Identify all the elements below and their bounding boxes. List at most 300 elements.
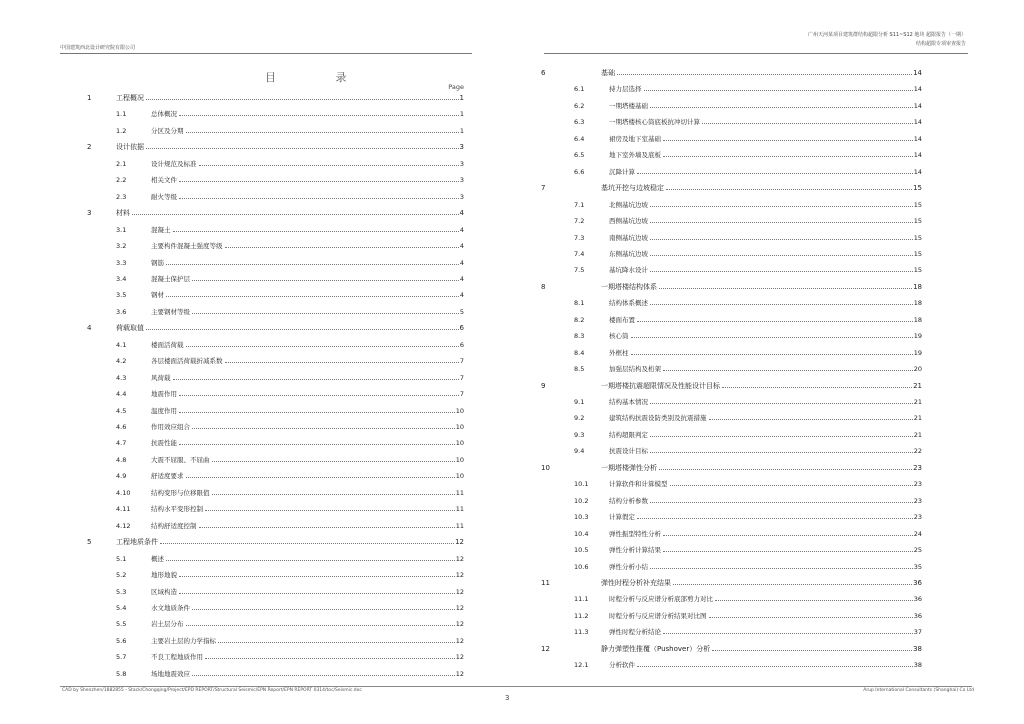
toc-entry-title: 一期塔楼结构体系	[601, 282, 657, 291]
toc-entry[interactable]	[60, 340, 464, 350]
toc-leader-dots	[663, 545, 913, 552]
toc-entry-title: 分区及分期	[151, 126, 184, 135]
toc-entry[interactable]	[60, 636, 464, 646]
toc-entry[interactable]	[540, 101, 922, 111]
toc-leader-dots	[205, 504, 455, 511]
toc-entry[interactable]	[540, 282, 922, 292]
toc-entry[interactable]	[540, 84, 922, 94]
toc-leader-dots	[218, 636, 455, 643]
toc-entry[interactable]	[60, 406, 464, 416]
toc-entry[interactable]	[540, 529, 922, 539]
toc-leader-dots	[132, 208, 459, 215]
toc-leader-dots	[650, 200, 913, 207]
toc-leader-dots	[192, 669, 455, 676]
toc-leader-dots	[186, 471, 455, 478]
header-project-title: 广州天河某项目建筑群结构超限分析 S11~S12 地块 超限报告（一期）	[807, 32, 966, 38]
toc-entry-number: 4.7	[116, 439, 127, 448]
toc-entry-number: 7.1	[574, 200, 585, 209]
toc-entry-page: 15	[913, 233, 922, 242]
toc-leader-dots	[192, 307, 459, 314]
toc-entry-page: 18	[913, 299, 922, 308]
toc-leader-dots	[650, 397, 913, 404]
toc-entry-number: 3.1	[116, 225, 127, 234]
toc-entry-page: 7	[459, 373, 464, 382]
toc-entry-number: 10.5	[574, 546, 589, 555]
toc-leader-dots	[179, 175, 459, 182]
toc-entry-title: 弹性振型特性分析	[609, 529, 661, 538]
toc-entry-number: 2	[87, 143, 92, 152]
toc-leader-dots	[663, 150, 913, 157]
toc-entry-title: 相关文件	[151, 176, 177, 185]
toc-entry[interactable]	[540, 594, 922, 604]
toc-entry-page: 12	[455, 653, 464, 662]
toc-entry-title: 岩土层分布	[151, 620, 184, 629]
toc-entry-page: 15	[913, 200, 922, 209]
toc-entry-title: 结构超限判定	[609, 430, 648, 439]
toc-entry-title: 分析软件	[609, 661, 635, 670]
toc-entry-page: 14	[913, 151, 922, 160]
toc-entry[interactable]	[60, 455, 464, 465]
toc-entry-page: 3	[459, 176, 464, 185]
toc-entry[interactable]	[540, 216, 922, 226]
page-number: 3	[505, 694, 510, 702]
toc-entry[interactable]	[540, 430, 922, 440]
toc-entry-number: 4.10	[116, 488, 131, 497]
toc-entry-page: 23	[913, 463, 922, 472]
toc-entry-page: 14	[913, 69, 922, 77]
toc-entry-page: 21	[913, 414, 922, 423]
toc-leader-dots	[179, 406, 455, 413]
header-report-title: 结构超限专项审查报告	[915, 41, 966, 47]
toc-entry-title: 地形地貌	[151, 571, 177, 580]
toc-entry-number: 10.3	[574, 513, 589, 522]
toc-leader-dots	[179, 570, 455, 577]
toc-entry[interactable]	[60, 159, 464, 169]
toc-entry-page: 12	[455, 571, 464, 580]
toc-entry-page: 37	[913, 628, 922, 637]
toc-entry-title: 静力弹塑性推覆（Pushover）分析	[601, 644, 711, 653]
toc-entry[interactable]	[540, 315, 922, 325]
toc-entry[interactable]	[60, 258, 464, 268]
toc-entry-number: 7.5	[574, 266, 585, 275]
toc-entry-page: 14	[913, 118, 922, 127]
toc-entry[interactable]	[60, 225, 464, 235]
toc-entry-page: 18	[913, 315, 922, 324]
toc-entry-title: 计算软件和计算模型	[609, 480, 668, 489]
toc-entry-page: 12	[455, 554, 464, 563]
toc-entry[interactable]	[540, 611, 922, 621]
toc-entry-title: 大震不屈服、不屈曲	[151, 455, 210, 464]
toc-entry-title: 弹性分析计算结果	[609, 546, 661, 555]
toc-entry[interactable]	[60, 603, 464, 613]
toc-entry-page: 1	[459, 126, 464, 135]
toc-entry-number: 4.11	[116, 505, 131, 514]
toc-entry-page: 12	[455, 620, 464, 629]
toc-entry-number: 9.2	[574, 414, 585, 423]
toc-leader-dots	[146, 323, 459, 330]
toc-entry-page: 4	[459, 242, 464, 251]
toc-leader-dots	[205, 652, 455, 659]
toc-entry-number: 4.1	[116, 340, 127, 349]
toc-entry[interactable]	[60, 175, 464, 185]
toc-entry-title: 结构舒适度控制	[151, 521, 197, 530]
toc-entry-title: 弹性时程分析补充结果	[601, 578, 671, 587]
toc-entry[interactable]	[60, 126, 464, 136]
toc-entry[interactable]	[60, 570, 464, 580]
toc-entry-title: 一期塔楼弹性分析	[601, 463, 657, 472]
toc-entry-page: 19	[913, 348, 922, 357]
toc-entry-title: 一期塔楼基础	[609, 101, 648, 110]
toc-leader-dots	[146, 142, 459, 149]
toc-entry[interactable]	[60, 192, 464, 202]
toc-entry[interactable]	[60, 521, 464, 531]
toc-leader-dots	[212, 455, 455, 462]
toc-entry[interactable]	[60, 241, 464, 251]
toc-entry-number: 4.8	[116, 455, 127, 464]
toc-leader-dots	[659, 463, 912, 470]
toc-entry[interactable]	[60, 488, 464, 498]
toc-leader-dots	[179, 438, 455, 445]
toc-entry-number: 4	[87, 324, 92, 333]
toc-entry-title: 水文地质条件	[151, 603, 190, 612]
toc-entry-title: 结构体系概述	[609, 299, 648, 308]
toc-entry[interactable]	[60, 356, 464, 366]
toc-entry[interactable]	[540, 562, 922, 572]
toc-entry[interactable]	[540, 298, 922, 308]
toc-entry-title: 概述	[151, 554, 164, 563]
toc-entry[interactable]	[540, 364, 922, 374]
toc-leader-dots	[637, 660, 913, 667]
toc-entry-number: 10.4	[574, 529, 589, 538]
toc-entry[interactable]	[540, 249, 922, 259]
toc-leader-dots	[663, 364, 913, 371]
toc-entry[interactable]	[60, 389, 464, 399]
toc-entry[interactable]	[540, 397, 922, 407]
toc-entry-title: 地下室外墙及底板	[609, 151, 661, 160]
toc-leader-dots	[199, 159, 459, 166]
toc-entry-page: 4	[459, 225, 464, 234]
toc-title: 目 录	[265, 71, 375, 84]
toc-entry-page: 15	[913, 266, 922, 275]
toc-entry[interactable]	[540, 463, 922, 473]
toc-entry-page: 12	[455, 603, 464, 612]
toc-entry[interactable]	[60, 290, 464, 300]
toc-entry-page: 36	[913, 595, 922, 604]
toc-entry-number: 12.1	[574, 661, 589, 670]
toc-entry-page: 14	[913, 101, 922, 110]
toc-entry-page: 22	[913, 447, 922, 456]
toc-entry[interactable]	[60, 422, 464, 432]
toc-entry-title: 混凝土	[151, 225, 171, 234]
toc-leader-dots	[192, 603, 455, 610]
toc-entry[interactable]	[540, 265, 922, 275]
toc-entry[interactable]	[60, 669, 464, 679]
toc-entry-page: 5	[459, 307, 464, 316]
toc-leader-dots	[637, 167, 913, 174]
toc-entry[interactable]	[540, 167, 922, 177]
toc-entry-page: 11	[455, 521, 464, 530]
toc-entry-title: 基础	[601, 69, 615, 77]
toc-entry[interactable]	[60, 438, 464, 448]
toc-entry-title: 结构分析参数	[609, 496, 648, 505]
toc-leader-dots	[637, 512, 913, 519]
toc-leader-dots	[173, 373, 459, 380]
toc-entry-title: 结构变形与位移限值	[151, 488, 210, 497]
toc-entry-page: 23	[913, 496, 922, 505]
toc-entry-page: 38	[913, 661, 922, 670]
toc-entry-number: 2.3	[116, 192, 127, 201]
toc-entry-title: 主要钢材等级	[151, 307, 190, 316]
toc-entry[interactable]	[60, 208, 464, 218]
toc-entry-page: 23	[913, 513, 922, 522]
toc-entry-page: 11	[455, 488, 464, 497]
toc-entry-title: 混凝土保护层	[151, 274, 190, 283]
toc-entry-title: 钢材	[151, 291, 164, 300]
toc-entry-number: 6.5	[574, 151, 585, 160]
toc-entry[interactable]	[540, 348, 922, 358]
toc-entry[interactable]	[540, 68, 922, 78]
toc-entry-title: 温度作用	[151, 406, 177, 415]
toc-entry[interactable]	[540, 496, 922, 506]
toc-entry[interactable]	[60, 619, 464, 629]
toc-page-label: Page	[448, 83, 464, 91]
toc-entry-page: 25	[913, 546, 922, 555]
toc-entry-number: 2.2	[116, 176, 127, 185]
toc-entry-number: 10.2	[574, 496, 589, 505]
toc-entry-title: 东侧基坑边坡	[609, 249, 648, 258]
toc-entry-number: 7.2	[574, 217, 585, 226]
toc-entry-page: 15	[913, 249, 922, 258]
toc-entry-number: 4.6	[116, 423, 127, 431]
toc-entry[interactable]	[540, 627, 922, 637]
toc-entry-number: 2.1	[116, 159, 127, 168]
toc-leader-dots	[666, 183, 912, 190]
toc-entry[interactable]	[540, 150, 922, 160]
header-project	[808, 31, 966, 49]
toc-entry-title: 一期塔楼核心筒底板抗冲切计算	[609, 118, 700, 127]
toc-entry-title: 荷载取值	[116, 324, 144, 333]
toc-entry[interactable]	[60, 142, 464, 152]
toc-entry[interactable]	[60, 323, 464, 333]
toc-leader-dots	[663, 627, 913, 634]
toc-entry-number: 5.8	[116, 669, 127, 678]
toc-entry-page: 1	[459, 110, 464, 119]
toc-leader-dots	[192, 422, 455, 429]
toc-entry-title: 一期塔楼抗震超限情况及性能设计目标	[601, 381, 720, 390]
toc-entry-number: 5.7	[116, 653, 127, 662]
toc-entry[interactable]	[60, 109, 464, 119]
toc-leader-dots	[160, 537, 454, 544]
toc-entry[interactable]	[540, 117, 922, 127]
footer-rule	[60, 686, 972, 687]
toc-entry-number: 4.5	[116, 406, 127, 415]
toc-entry-number: 9.1	[574, 398, 585, 406]
toc-entry-title: 核心筒	[609, 332, 629, 341]
toc-leader-dots	[650, 430, 913, 437]
toc-entry-title: 弹性分析小结	[609, 562, 648, 571]
toc-entry-page: 11	[455, 505, 464, 514]
toc-leader-dots	[722, 381, 912, 388]
toc-entry-title: 作用效应组合	[151, 423, 190, 431]
toc-entry[interactable]	[60, 537, 464, 547]
toc-entry-page: 14	[913, 85, 922, 94]
toc-entry-page: 12	[455, 669, 464, 678]
toc-entry-number: 3.5	[116, 291, 127, 300]
toc-entry-page: 7	[459, 357, 464, 366]
toc-entry[interactable]	[540, 200, 922, 210]
toc-entry[interactable]	[540, 578, 922, 588]
toc-entry[interactable]	[60, 93, 464, 103]
toc-leader-dots	[186, 619, 455, 626]
toc-entry-page: 36	[913, 611, 922, 620]
toc-entry[interactable]	[540, 183, 922, 193]
toc-entry-number: 6.3	[574, 118, 585, 127]
toc-entry-page: 10	[455, 472, 464, 481]
toc-entry-title: 设计规范及标准	[151, 159, 197, 168]
toc-entry-number: 9	[541, 381, 546, 390]
toc-entry-title: 北侧基坑边坡	[609, 200, 648, 209]
toc-entry-title: 舒适度要求	[151, 472, 184, 481]
toc-entry-number: 10.6	[574, 562, 589, 571]
toc-entry[interactable]	[60, 307, 464, 317]
toc-leader-dots	[166, 290, 459, 297]
toc-entry-title: 抗震设计目标	[609, 447, 648, 456]
toc-entry-page: 10	[455, 423, 464, 431]
toc-entry-title: 计算假定	[609, 513, 635, 522]
toc-entry-page: 6	[459, 340, 464, 349]
toc-entry[interactable]	[60, 373, 464, 383]
toc-entry-number: 12	[541, 644, 550, 653]
toc-leader-dots	[637, 315, 913, 322]
header-rule-left	[60, 53, 472, 54]
toc-entry-number: 1.2	[116, 126, 127, 135]
toc-entry[interactable]	[540, 413, 922, 423]
toc-entry[interactable]	[540, 660, 922, 670]
toc-entry-title: 时程分析与反应谱分析底部剪力对比	[609, 595, 713, 604]
toc-leader-dots	[673, 578, 912, 585]
toc-entry[interactable]	[540, 331, 922, 341]
toc-entry-number: 4.4	[116, 390, 127, 399]
toc-leader-dots	[173, 225, 459, 232]
footer-file-path: CAD by Shenzhen/1882855 - Stack/Chongqing/Project/EPD REPORT/Structural Seismic/EPN Report/EPN REPORT 0314/toc/Seismic.doc	[62, 688, 362, 693]
toc-entry[interactable]	[60, 652, 464, 662]
toc-leader-dots	[179, 192, 459, 199]
toc-entry-number: 3.6	[116, 307, 127, 316]
toc-entry-page: 10	[455, 455, 464, 464]
toc-leader-dots	[146, 93, 459, 100]
toc-entry-page: 21	[913, 381, 922, 390]
toc-entry-number: 11	[541, 578, 550, 587]
toc-entry-title: 南侧基坑边坡	[609, 233, 648, 242]
toc-entry-number: 6.1	[574, 85, 585, 94]
toc-entry-page: 24	[913, 529, 922, 538]
toc-entry-page: 3	[459, 192, 464, 201]
toc-entry-number: 11.3	[574, 628, 589, 637]
toc-entry[interactable]	[540, 512, 922, 522]
toc-entry-title: 各层楼面活荷载折减系数	[151, 357, 223, 366]
toc-entry-page: 21	[913, 398, 922, 406]
toc-leader-dots	[709, 611, 913, 618]
toc-entry-number: 11.2	[574, 611, 589, 620]
toc-entry-number: 8.3	[574, 332, 585, 341]
toc-entry-page: 19	[913, 332, 922, 341]
toc-leader-dots	[192, 274, 459, 281]
toc-entry-number: 6	[541, 69, 546, 77]
toc-leader-dots	[650, 298, 913, 305]
toc-leader-dots	[670, 479, 913, 486]
toc-leader-dots	[659, 282, 912, 289]
toc-entry[interactable]	[60, 504, 464, 514]
toc-entry-number: 6.2	[574, 101, 585, 110]
toc-leader-dots	[186, 340, 459, 347]
toc-leader-dots	[709, 413, 913, 420]
toc-leader-dots	[179, 109, 459, 116]
toc-entry-number: 3	[87, 209, 92, 218]
toc-entry-title: 楼面活荷载	[151, 340, 184, 349]
toc-leader-dots	[702, 117, 913, 124]
toc-entry[interactable]	[540, 381, 922, 391]
toc-entry-title: 区域构造	[151, 587, 177, 596]
toc-entry-title: 裙房及地下室基础	[609, 134, 661, 143]
toc-entry-page: 10	[455, 439, 464, 448]
toc-entry[interactable]	[540, 479, 922, 489]
toc-entry-title: 时程分析与反应谱分析结果对比图	[609, 611, 707, 620]
toc-leader-dots	[663, 529, 913, 536]
toc-entry-page: 6	[459, 324, 464, 333]
toc-entry[interactable]	[60, 274, 464, 284]
toc-entry[interactable]	[540, 545, 922, 555]
toc-entry-number: 7.4	[574, 249, 585, 258]
toc-leader-dots	[179, 587, 455, 594]
toc-leader-dots	[715, 594, 913, 601]
toc-entry-number: 5.4	[116, 603, 127, 612]
toc-entry-title: 结构水平变形控制	[151, 505, 203, 514]
toc-entry-title: 结构基本情况	[609, 398, 648, 406]
toc-entry-title: 主要构件混凝土强度等级	[151, 242, 223, 251]
toc-entry[interactable]	[540, 446, 922, 456]
toc-entry-page: 3	[459, 143, 464, 152]
toc-entry-page: 38	[913, 644, 922, 653]
toc-entry-number: 4.9	[116, 472, 127, 481]
toc-entry[interactable]	[540, 644, 922, 654]
toc-entry[interactable]	[60, 554, 464, 564]
toc-entry-number: 4.3	[116, 373, 127, 382]
toc-entry-number: 10	[541, 463, 550, 472]
toc-entry-title: 设计依据	[116, 143, 144, 152]
toc-entry[interactable]	[60, 471, 464, 481]
toc-entry[interactable]	[60, 587, 464, 597]
toc-entry-title: 楼面布置	[609, 315, 635, 324]
toc-entry-page: 15	[913, 217, 922, 226]
toc-entry-page: 12	[455, 587, 464, 596]
toc-leader-dots	[650, 562, 913, 569]
toc-leader-dots	[617, 68, 912, 75]
toc-entry-title: 总体概况	[151, 110, 177, 119]
toc-entry-title: 沉降计算	[609, 167, 635, 176]
toc-entry[interactable]	[540, 134, 922, 144]
toc-entry-title: 工程概况	[116, 94, 144, 102]
toc-entry-title: 基坑降水设计	[609, 266, 648, 275]
toc-entry-title: 地震作用	[151, 390, 177, 399]
toc-entry[interactable]	[540, 233, 922, 243]
toc-entry-page: 35	[913, 562, 922, 571]
toc-entry-title: 不良工程地质作用	[151, 653, 203, 662]
toc-leader-dots	[179, 389, 459, 396]
toc-entry-title: 建筑结构抗震设防类别及抗震措施	[609, 414, 707, 423]
toc-entry-number: 10.1	[574, 480, 589, 489]
toc-entry-title: 风荷载	[151, 373, 171, 382]
toc-entry-number: 1.1	[116, 110, 127, 119]
